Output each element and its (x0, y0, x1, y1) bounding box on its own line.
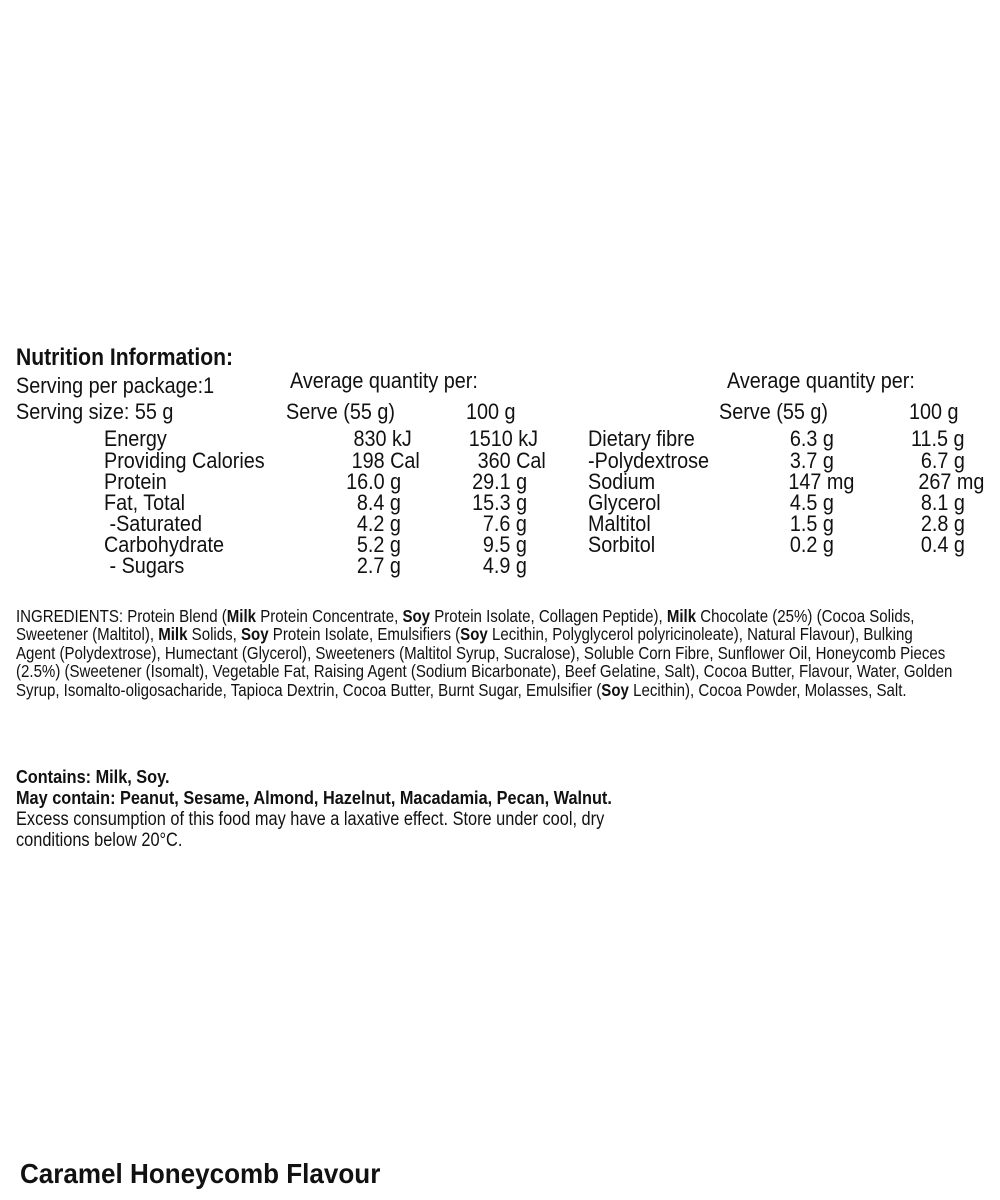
nutrient-label: - Sugars (104, 553, 185, 578)
nutrient-per100: 7.6 g (482, 511, 527, 536)
nutrient-label: Fat, Total (104, 490, 186, 515)
nutrient-serve: 8.4 g (356, 490, 401, 515)
nutrient-per100: 6.7 g (920, 448, 965, 473)
col-100g-right: 100 g (909, 399, 959, 424)
nutrient-serve: 6.3 g (789, 426, 834, 451)
ingredient-segment: Protein Concentrate, (256, 606, 403, 626)
nutrient-serve: 4.2 g (356, 511, 401, 536)
may-contain-statement: May contain: Peanut, Sesame, Almond, Hazelnut, Macadamia, Pecan, Walnut. (16, 787, 612, 808)
nutrient-serve: 830 kJ (353, 426, 412, 451)
allergen-word: Milk (666, 606, 697, 626)
nutrient-serve: 5.2 g (356, 532, 401, 557)
nutrient-label: -Saturated (104, 511, 202, 536)
allergen-word: Milk (226, 606, 257, 626)
ingredient-segment: Solids, (187, 624, 242, 645)
serving-size: Serving size: 55 g (16, 399, 174, 424)
ingredient-segment: Protein Isolate, Collagen Peptide), (430, 606, 667, 626)
nutrient-per100: 8.1 g (920, 490, 965, 515)
allergen-statements (16, 766, 773, 808)
nutrient-serve: 1.5 g (789, 511, 834, 536)
allergen-word: Soy (241, 624, 269, 645)
nutrient-per100: 360 Cal (477, 448, 546, 473)
nutrient-label: Sorbitol (588, 532, 656, 557)
nutrient-per100: 2.8 g (920, 511, 965, 536)
nutrient-per100: 11.5 g (911, 426, 965, 451)
flavour-name: Caramel Honeycomb Flavour (20, 1158, 381, 1189)
nutrient-label: Sodium (588, 469, 656, 494)
avg-qty-header-right: Average quantity per: (727, 368, 915, 393)
ingredient-segment: Chocolate (25%) (Cocoa Solids, Sweetener (Maltitol), (16, 606, 915, 645)
nutrient-label: Protein (104, 469, 167, 494)
servings-per-package: Serving per package:1 (16, 373, 215, 398)
allergen-word: Milk (158, 624, 188, 645)
nutrient-label: -Polydextrose (588, 448, 710, 473)
nutrient-per100: 1510 kJ (468, 426, 538, 451)
ingredient-segment: Protein Isolate, Emulsifiers ( (268, 624, 461, 645)
nutrient-serve: 3.7 g (789, 448, 834, 473)
allergen-word: Soy (601, 679, 629, 700)
nutrient-per100: 267 mg (917, 469, 984, 494)
col-serve-left: Serve (55 g) (286, 399, 395, 424)
allergen-word: Soy (460, 624, 488, 645)
avg-qty-header-left: Average quantity per: (290, 368, 478, 393)
nutrient-label: Dietary fibre (588, 426, 695, 451)
nutrient-label: Energy (104, 426, 167, 451)
nutrient-per100: 4.9 g (482, 553, 527, 578)
nutrient-serve: 0.2 g (789, 532, 834, 557)
nutrient-serve: 198 Cal (351, 448, 420, 473)
nutrient-per100: 9.5 g (482, 532, 527, 557)
nutrient-per100: 0.4 g (920, 532, 965, 557)
ingredient-segment: Lecithin), Cocoa Powder, Molasses, Salt. (628, 679, 907, 700)
nutrient-per100: 15.3 g (471, 490, 527, 515)
col-serve-right: Serve (55 g) (719, 399, 828, 424)
allergen-word: Soy (402, 606, 431, 626)
ingredient-segment: INGREDIENTS: Protein Blend ( (16, 606, 227, 626)
nutrient-serve: 147 mg (787, 469, 854, 494)
col-100g-left: 100 g (466, 399, 516, 424)
nutrient-label: Carbohydrate (104, 532, 224, 557)
laxative-warning: Excess consumption of this food may have a laxative effect. Store under cool, dry conditions below 20°C. (16, 809, 605, 851)
nutrient-label: Glycerol (588, 490, 661, 515)
ingredient-segment: Lecithin, Polyglycerol polyricinoleate), Natural Flavour), Bulking Agent (Polydextrose), Humectant (Glycerol), Sweeteners (Maltitol Syrup, Sucralose), Soluble Corn Fibre, Sunflower Oil, Honeycomb Pieces (2.5%) (Sweetener (Isomalt), Vegetable Fat, Raising Agent (Sodium Bicarbonate), Beef Gelatine, Salt), Cocoa Butter, Flavour, Water, Golden Syrup, Isomalto-oligosacharide, Tapioca Dextrin, Cocoa Butter, Burnt Sugar, Emulsifier ( (16, 624, 953, 700)
nutrient-label: Maltitol (588, 511, 651, 536)
nutrient-serve: 16.0 g (345, 469, 401, 494)
nutrient-per100: 29.1 g (471, 469, 527, 494)
ingredients-text (16, 607, 953, 699)
nutrition-title: Nutrition Information: (16, 344, 234, 371)
contains-statement: Contains: Milk, Soy. (16, 766, 170, 787)
nutrient-label: Providing Calories (104, 448, 265, 473)
nutrient-serve: 2.7 g (356, 553, 401, 578)
nutrient-serve: 4.5 g (789, 490, 834, 515)
